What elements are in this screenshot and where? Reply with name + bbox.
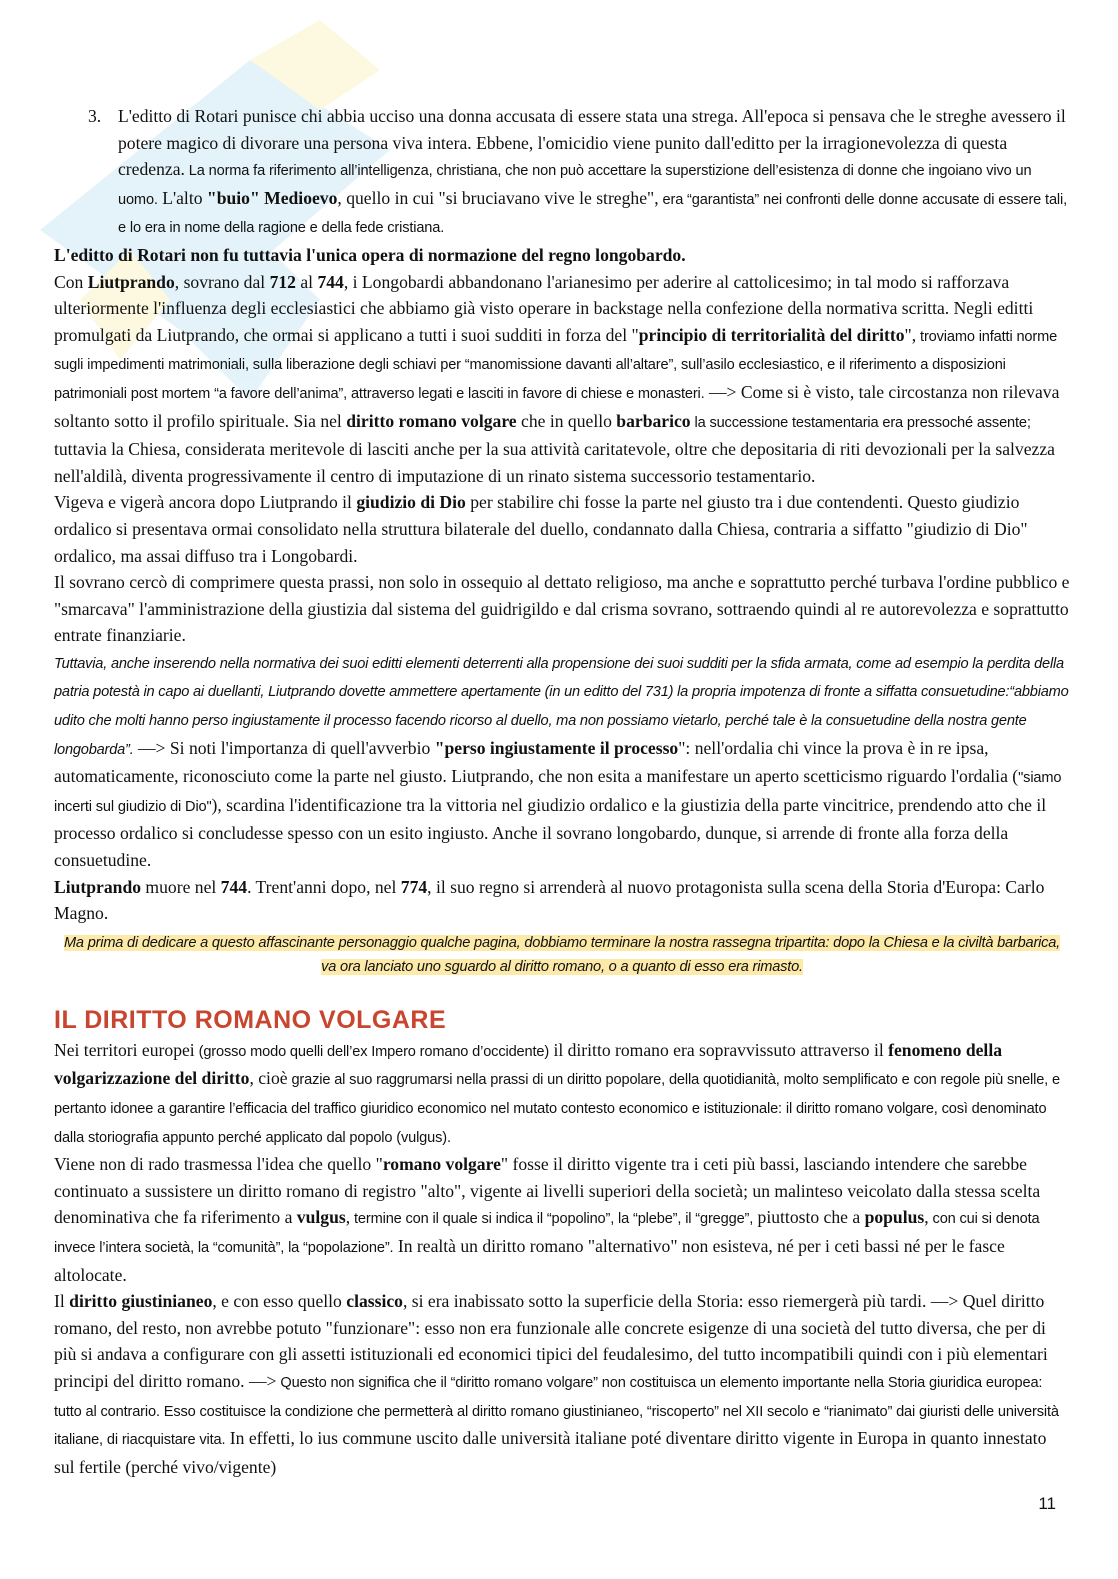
text-run: Viene non di rado trasmessa l'idea che quello " (54, 1154, 383, 1175)
text-run: , il suo regno si arrenderà al nuovo protagonista sulla scena della Storia d'Europa: Carlo Magno. (54, 876, 1045, 924)
text-run: . Trent'anni dopo, nel (247, 876, 401, 897)
paragraph-liutprando (54, 269, 1070, 490)
text-run: piuttosto che a (753, 1207, 865, 1228)
paragraph-territori (54, 1037, 1070, 1151)
list-item-text-6: era “garantista” nei confronti delle donne accusate di essere tali, e lo era in nome della ragione e della fede cristiana. (118, 191, 1068, 237)
bold-run: barbarico (616, 410, 691, 431)
text-run: , i Longobardi abbandonano l'arianesimo per aderire al cattolicesimo; in tal modo si rafforzava ulteriormente l'influenza degli ecclesiastici che abbiamo già visto operare in backstage nella confezione della normativa scritta. Negli editti promulgati da Liutprando, che ormai si applicano a tutti i suoi sudditi in forza del " (54, 271, 1034, 345)
narrow-run: termine con il quale si indica il “popolino”, la “plebe”, il “gregge”, (350, 1211, 754, 1228)
text-run: Con (54, 271, 88, 292)
page-number: 11 (1038, 1494, 1056, 1513)
text-run: In effetti, lo ius commune uscito dalle università italiane poté diventare diritto vigente in Europa in quanto innestato sul fertile (perché vivo/vigente) (54, 1428, 1047, 1477)
bold-run: Liutprando (54, 876, 142, 897)
text-run: " fosse il diritto vigente tra i ceti più bassi, lasciando intendere che sarebbe continuato a sussistere un diritto romano di registro "alto", vigente ai livelli superiori della società; un malinteso veicolato dalla stessa scelta denominativa che fa riferimento a (54, 1154, 1041, 1228)
text-run: il diritto romano era sopravvissuto attraverso il (549, 1039, 889, 1060)
bold-run: fenomeno della volgarizzazione del diritto (54, 1039, 1003, 1089)
list-item-bold-medioevo: "buio" Medioevo (206, 187, 338, 208)
bold-run: 744 (220, 876, 248, 897)
paragraph-giudizio (54, 489, 1070, 569)
list-item-text-5: , quello in cui "si bruciavano vive le streghe", (337, 187, 659, 208)
list-item-3 (54, 103, 1070, 242)
text-run: —> Come si è visto, tale circostanza non rilevava soltanto sotto il profilo spirituale. Sia nel (54, 381, 1060, 431)
narrow-run: la successione testamentaria era pressoché assente; (690, 414, 1031, 431)
text-run: ", (904, 324, 917, 345)
paragraph-morte (54, 874, 1070, 927)
text-run: In realtà un diritto romano "alternativo" non esisteva, né per i ceti bassi né per le fasce altolocate. (54, 1235, 1005, 1285)
bold-run: romano volgare (382, 1154, 501, 1175)
text-run: , cioè (249, 1068, 288, 1089)
paragraph-tuttavia (54, 649, 1070, 874)
paragraph-sovrano: Il sovrano cercò di comprimere questa prassi, non solo in ossequio al dettato religioso, ma anche e soprattutto perché turbava l'ordine pubblico e "smarcava" l'amministrazione della giustizia dal sistema del guidrigildo e dal crisma sovrano, sottraendo quindi al re autorevolezza e soprattutto entrate finanziarie. (54, 572, 1070, 646)
text-run: Nei territori europei (54, 1039, 195, 1060)
paragraph-viene (54, 1151, 1070, 1288)
narrow-run: grazie al suo raggrumarsi nella prassi di un diritto popolare, della quotidianità, molto semplificato e con regole più snelle, e pertanto idonee a garantire l’efficacia del traffico giuridico economico nel mutato contesto economico e istituzionale: il diritto romano volgare, così denominato dalla storiografia appunto perché applicato dal popolo (vulgus). (54, 1072, 1060, 1146)
text-run: , sovrano dal (174, 271, 270, 292)
bold-run: diritto giustinianeo (69, 1291, 213, 1312)
text-run: al (295, 271, 318, 292)
text-run: , (345, 1207, 351, 1228)
text-run: tuttavia la Chiesa, considerata meritevole di lasciti anche per la sua attività caritatevole, oltre che depositaria di riti devozionali per la salvezza nell'aldilà, diventa progressivamente il centro di imputazione di un rinato sistema successorio testamentario. (54, 439, 1055, 486)
bold-run: principio di territorialità del diritto (638, 324, 905, 345)
bold-run: 712 (269, 271, 296, 292)
narrow-run: troviamo infatti norme sugli impedimenti matrimoniali, sulla liberazione degli schiavi per “manomissione davanti all’altare”, sull’asilo ecclesiastico, e il riferimento a disposizioni patrimoniali post mortem “a favore dell’anima”, attraverso legati e lasciti in favore di chiese e monasteri. (54, 328, 1058, 402)
highlight-line-1: Ma prima di dedicare a questo affascinante personaggio qualche pagina, dobbiamo terminare la nostra rassegna tripartita: dopo la Chiesa e la civiltà barbarica, (63, 934, 1061, 951)
italic-narrow-run: Tuttavia, anche inserendo nella normativa dei suoi editti elementi deterrenti alla propensione dei suoi sudditi per la sfida armata, come ad esempio la perdita della patria potestà in capo ai duellanti, Liutprando dovette ammettere apertamente (in un editto del 731) la propria impotenza di fronte a siffatta consuetudine:“abbiamo udito che molti hanno perso ingiustamente il processo facendo ricorso al duello, ma non possiamo vietarlo, perché tale è la consuetudine della nostra gente longobarda”. (54, 655, 1069, 758)
text-run: che in quello (516, 410, 617, 431)
text-run: ), scardina l'identificazione tra la vittoria nel giudizio ordalico e la giustizia della parte vincitrice, prendendo atto che il processo ordalico si concludesse spesso con un esito ingiusto. Anche il sovrano longobardo, dunque, si arrende di fronte alla forza della consuetudine. (54, 794, 1047, 871)
text-run: , (924, 1207, 929, 1228)
list-item-number: 3. (88, 106, 102, 126)
text-run: Il (54, 1291, 70, 1312)
bold-run: "perso ingiustamente il processo (434, 737, 679, 758)
list-item-text-2: La norma fa riferimento all’intelligenza, christiana, che non può accettare la superstizione dell’esistenza di donne che ingoiano vivo un uomo. (118, 163, 1032, 208)
list-item-text-1: L'editto di Rotari punisce chi abbia ucciso una donna accusata di essere stata una strega. All'epoca si pensava che le streghe avessero il potere magico di divorare una persona viva intera. Ebbene, l'omicidio viene punito dall'editto per la irragionevolezza di questa credenza. (118, 106, 1066, 180)
text-run: muore nel (141, 876, 221, 897)
text-run: , si era inabissato sotto la superficie della Storia: esso riemergerà più tardi. —> Quel diritto romano, del resto, non avrebbe potuto "funzionare": esso non era funzionale alle concrete esigenze di una società del tutto diversa, che per di più si andava a configurare con gli assetti istituzionali ed economici tipici del feudalesimo, del tutto incompatibili quindi con i più elementari principi del diritto romano. —> (54, 1291, 1048, 1391)
bold-run: giudizio di Dio (356, 492, 466, 513)
bold-run: diritto romano volgare (346, 410, 517, 431)
rotari-heading: L'editto di Rotari non fu tuttavia l'unica opera di normazione del regno longobardo. (54, 244, 686, 265)
narrow-run: (grosso modo quelli dell’ex Impero romano d’occidente) (194, 1043, 550, 1060)
bold-run: populus (864, 1207, 925, 1228)
text-run: Vigeva e vigerà ancora dopo Liutprando il (54, 492, 357, 513)
list-item-text-3: L'alto (157, 187, 207, 208)
text-run: , e con esso quello (212, 1291, 347, 1312)
bold-run: classico (346, 1291, 403, 1312)
narrow-run: "siamo incerti sul giudizio di Dio" (54, 770, 1062, 815)
bold-run: 744 (317, 271, 344, 292)
narrow-run: Questo non significa che il “diritto romano volgare” non costituisca un elemento importante nella Storia giuridica europea: tutto al contrario. Esso costituisce la condizione che permetterà al diritto romano giustinianeo, “riscoperto” nel XII secolo e “rianimato” dai giuristi delle università italiane, di riacquistare vita. (54, 1374, 1059, 1449)
narrow-run: con cui si denota invece l’intera società, la “comunità”, la “popolazione”. (54, 1211, 1040, 1256)
bold-run: 774 (400, 876, 428, 897)
bold-run: vulgus (296, 1207, 346, 1228)
highlight-line-2: va ora lanciato uno sguardo al diritto romano, o a quanto di esso era rimasto. (321, 958, 803, 975)
text-run: ": nell'ordalia chi vince la prova è in re ipsa, automaticamente, riconosciuto come la parte nel giusto. Liutprando, che non esita a manifestare un aperto scetticismo riguardo l'ordalia ( (54, 737, 1019, 787)
text-run: per stabilire chi fosse la parte nel giusto tra i due contendenti. Questo giudizio ordalico si presentava ormai consolidato nella struttura bilaterale del duello, condannato dalla Chiesa, contraria a siffatto "giudizio di Dio" ordalico, ma assai diffuso tra i Longobardi. (54, 492, 1028, 566)
section-title: IL DIRITTO ROMANO VOLGARE (54, 1005, 447, 1034)
bold-run: Liutprando (87, 271, 175, 292)
highlighted-note (54, 931, 1070, 979)
text-run: —> Si noti l'importanza di quell'avverbio (133, 737, 435, 758)
paragraph-giustinianeo (54, 1288, 1070, 1480)
page-content (54, 103, 1070, 1480)
